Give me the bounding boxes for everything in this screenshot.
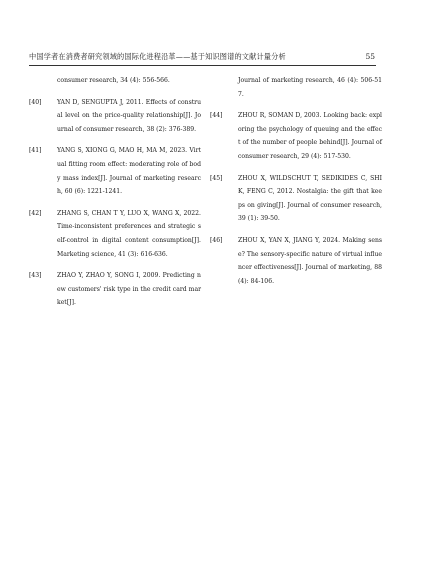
header-rule bbox=[29, 65, 376, 66]
reference-text: ZHOU X, YAN X, JIANG Y, 2024. Making sense? The sensory-specific nature of virtual influencer effectiveness[J]. Journal of marketing, 88 (4): 84-106. bbox=[238, 236, 382, 285]
reference-text: Journal of marketing research, 46 (4): 506-517. bbox=[238, 77, 382, 98]
reference-text: consumer research, 34 (4): 556-566. bbox=[57, 77, 170, 84]
reference-text: ZHANG S, CHAN T Y, LUO X, WANG X, 2022. Time-inconsistent preferences and strategic self-control in digital content consumption[J]. Marketing science, 41 (3): 616-636. bbox=[57, 209, 201, 258]
reference-number: [40] bbox=[29, 98, 42, 106]
reference-number: [46] bbox=[210, 236, 223, 244]
reference-item bbox=[210, 74, 382, 101]
reference-number: [44] bbox=[210, 112, 223, 120]
running-header bbox=[29, 52, 375, 66]
references-right-column bbox=[210, 74, 382, 296]
reference-item bbox=[29, 74, 201, 88]
references-left-column bbox=[29, 74, 201, 318]
reference-item bbox=[29, 144, 201, 198]
reference-text: YAN D, SENGUPTA J, 2011. Effects of construal level on the price-quality relationship[J]. Journal of consumer research, 38 (2): 376-389. bbox=[57, 98, 201, 133]
reference-text: YANG S, XIONG G, MAO H, MA M, 2023. Virtual fitting room effect: moderating role of body mass index[J]. Journal of marketing research, 60 (6): 1221-1241. bbox=[57, 147, 201, 196]
reference-item bbox=[210, 109, 382, 163]
page-number: 55 bbox=[365, 52, 375, 61]
reference-number: [45] bbox=[210, 174, 223, 182]
reference-item bbox=[29, 96, 201, 137]
reference-text: ZHAO Y, ZHAO Y, SONG I, 2009. Predicting new customers' risk type in the credit card market[J]. bbox=[57, 272, 201, 307]
running-title: 中国学者在消费者研究领域的国际化进程沿革——基于知识图谱的文献计量分析 bbox=[29, 52, 286, 61]
reference-item bbox=[210, 234, 382, 288]
reference-number: [43] bbox=[29, 272, 42, 280]
reference-number: [42] bbox=[29, 209, 42, 217]
reference-item bbox=[210, 172, 382, 226]
reference-number: [41] bbox=[29, 147, 42, 155]
reference-text: ZHOU X, WILDSCHUT T, SEDIKIDES C, SHI K, FENG C, 2012. Nostalgia: the gift that keeps on giving[J]. Journal of consumer research, 39 (1): 39-50. bbox=[238, 174, 382, 223]
reference-text: ZHOU R, SOMAN D, 2003. Looking back: exploring the psychology of queuing and the effect of the number of people behind[J]. Journal of consumer research, 29 (4): 517-530. bbox=[238, 112, 382, 160]
reference-item bbox=[29, 269, 201, 310]
reference-item bbox=[29, 207, 201, 261]
